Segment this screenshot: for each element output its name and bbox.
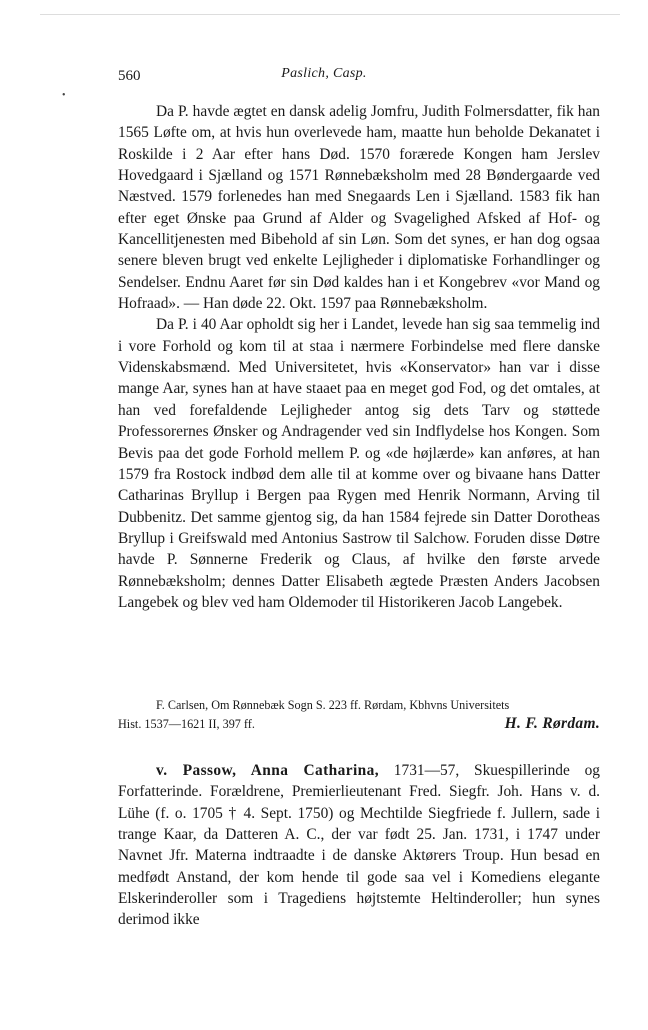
- paragraph-2: Da P. i 40 Aar opholdt sig her i Landet, levede han sig saa temmelig ind i vore Forhold og kom til at staa i nærmere Forbindelse med flere danske Videnskabsmænd. Med Universitetet, hvis «Konservator» han var i disse mange Aar, synes han at have staaet paa en meget god Fod, og det omtales, at han ved forefaldende Lejligheder antog sig dets Tarv og støttede Professorernes Ønsker og Andragender ved sin Indflydelse hos Kongen. Som Bevis paa det gode Forhold mellem P. og «de højlærde» kan anføres, at han 1579 fra Rostock indbød dem alle til at komme over og bivaane hans Datter Catharinas Bryllup i Bergen paa Rygen med Henrik Normann, Arving til Dubbenitz. Det samme gjentog sig, da han 1584 fejrede sin Datter Dorotheas Bryllup i Greifswald med Antonius Sastrow til Salchow. Foruden disse Døtre havde P. Sønnerne Frederik og Claus, af hvilke den første arvede Rønnebæksholm; dennes Datter Elisabeth ægtede Præsten Anders Jacobsen Langebek og blev ved ham Oldemoder til Historikeren Jacob Langebek.: [118, 316, 600, 611]
- sources-line-2-row: [118, 715, 600, 734]
- entry-text: 1731—57, Skuespillerinde og Forfatterinde. Forældrene, Premierlieutenant Fred. Siegfr. Joh. Hans v. d. Lühe (f. o. 1705 † 4. Sept. 1750) og Mechtilde Siegfriede f. Jullern, sade i trange Kaar, da Datteren A. C., der var født 25. Jan. 1731, i 1747 under Navnet Jfr. Materna indtraadte i de danske Aktørers Troup. Hun besad en medfødt Anstand, der kom hende til gode saa vel i Komediens elegante Elskerinderoller som i Tragediens højtstemte Heltinderoller; hun synes derimod ikke: [118, 762, 601, 929]
- top-rule: [40, 14, 620, 15]
- sources-line-1: F. Carlsen, Om Rønnebæk Sogn S. 223 ff. Rørdam, Kbhvns Universitets: [156, 698, 510, 712]
- sources-line-2: Hist. 1537—1621 II, 397 ff.: [118, 716, 255, 731]
- passow-paragraph: [118, 760, 600, 931]
- article-passow: [118, 760, 600, 931]
- page-number: 560: [118, 68, 141, 84]
- running-head: Paslich, Casp.: [281, 66, 367, 81]
- article-paslich-body: [118, 101, 600, 613]
- paragraph-1: Da P. havde ægtet en dansk adelig Jomfru, Judith Folmersdatter, fik han 1565 Løfte om, at hvis hun overlevede ham, maatte hun beholde Dekanatet i Roskilde i 2 Aar efter hans Død. 1570 forærede Kongen ham Jerslev Hovedgaard i Sjælland og 1571 Rønnebæksholm med 28 Bøndergaarde ved Næstved. 1579 forlenedes han med Snegaards Len i Sjælland. 1583 fik han efter eget Ønske paa Grund af Alder og Svagelighed Afsked af Hof- og Kancellitjenesten med Bibehold af sin Løn. Som det synes, er han dog ogsaa senere bleven brugt ved enkelte Lejligheder i diplomatiske Forhandlinger og Sendelser. Endnu Aaret før sin Død kaldes han i et Kongebrev «vor Mand og Hofraad». — Han døde 22. Okt. 1597 paa Rønnebæksholm.: [118, 103, 600, 313]
- sources: [118, 696, 600, 733]
- margin-mark: •: [62, 90, 66, 101]
- entry-headword: v. Passow, Anna Catharina,: [156, 762, 379, 779]
- author-signature: H. F. Rørdam.: [504, 714, 600, 732]
